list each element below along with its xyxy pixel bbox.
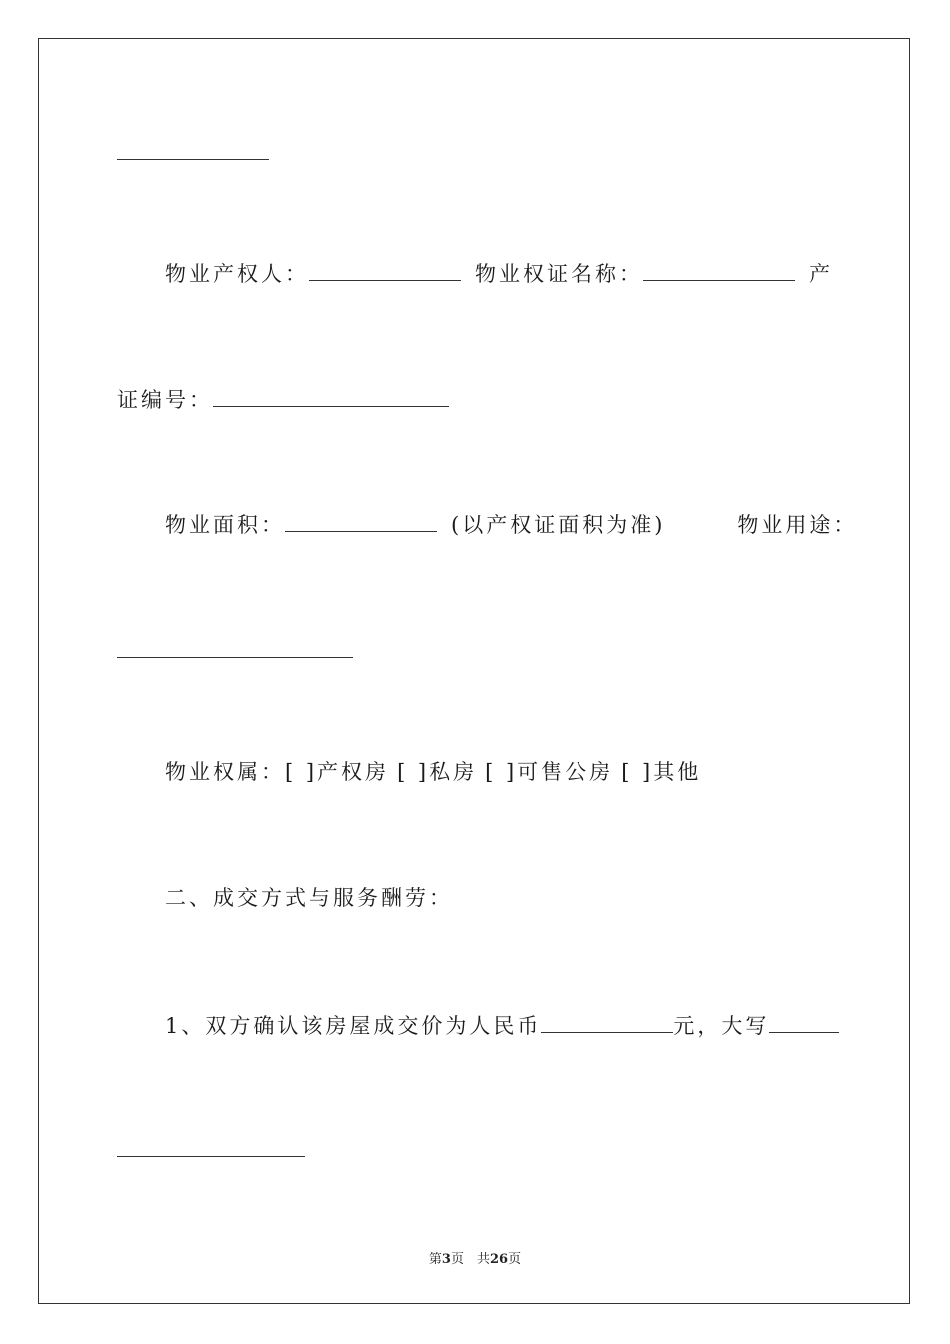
area-label: 物业面积： (165, 513, 285, 537)
usage-blank[interactable] (117, 656, 353, 658)
usage-label: 物业用途： (737, 513, 858, 537)
cert-no-label: 证编号： (117, 388, 213, 412)
footer-current-page: 3 (441, 1252, 451, 1267)
clause-one-text-a: 1、双方确认该房屋成交价为人民币 (165, 1014, 542, 1038)
footer-prefix: 第 (428, 1252, 442, 1267)
ownership-option-property[interactable]: [ ]产权房 (285, 760, 390, 784)
price-blank[interactable] (541, 1010, 673, 1033)
cert-no-tail: 产 (809, 262, 833, 286)
page-border (38, 38, 910, 1304)
area-line (165, 509, 857, 540)
blank-line[interactable] (117, 158, 269, 160)
owner-blank[interactable] (309, 258, 461, 281)
section-two-heading (165, 883, 453, 913)
owner-label: 物业产权人： (165, 262, 309, 286)
footer-mid: 页 共 (450, 1252, 490, 1267)
page-footer (0, 1248, 950, 1267)
price-words-blank[interactable] (769, 1010, 839, 1033)
clause-one-line (165, 1010, 839, 1041)
cert-name-label: 物业权证名称： (475, 262, 643, 286)
area-blank[interactable] (285, 509, 437, 532)
cert-no-line (117, 384, 449, 415)
ownership-option-other[interactable]: [ ]其他 (621, 760, 702, 784)
ownership-option-public[interactable]: [ ]可售公房 (485, 760, 614, 784)
cert-no-blank[interactable] (213, 384, 449, 407)
area-note: (以产权证面积为准) (451, 513, 666, 537)
footer-suffix: 页 (508, 1252, 522, 1267)
owner-line (165, 258, 833, 289)
clause-one-text-b: 元，大写 (673, 1014, 770, 1038)
ownership-line (165, 757, 701, 787)
ownership-option-private[interactable]: [ ]私房 (397, 760, 478, 784)
price-words-blank-continued[interactable] (117, 1155, 305, 1157)
footer-total-pages: 26 (489, 1252, 509, 1267)
section-two-text: 二、成交方式与服务酬劳： (165, 886, 453, 910)
cert-name-blank[interactable] (643, 258, 795, 281)
ownership-label: 物业权属： (165, 760, 285, 784)
